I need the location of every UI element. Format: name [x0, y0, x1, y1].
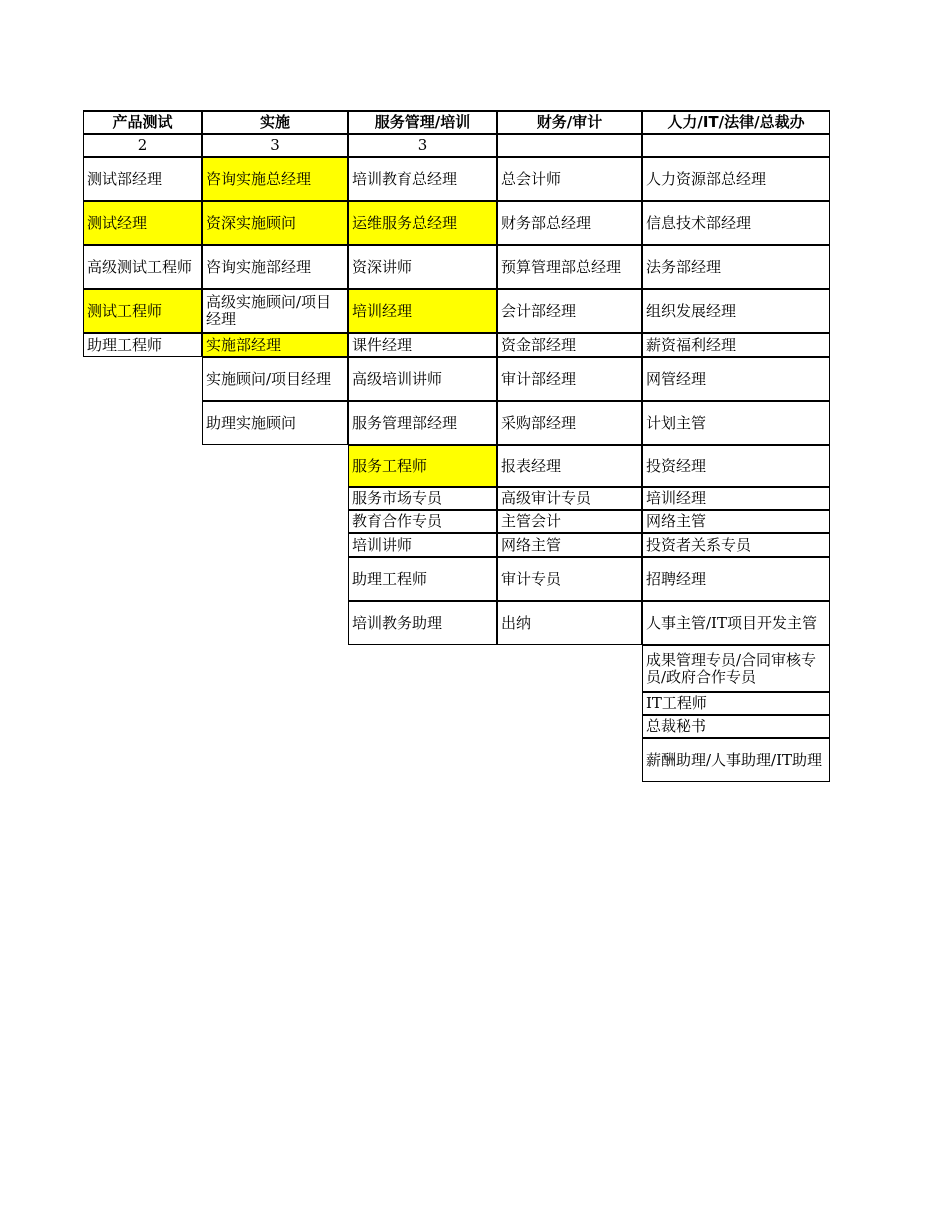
cell-text: 报表经理 — [501, 456, 562, 475]
cell-text: 投资经理 — [646, 456, 707, 475]
cell-text: 实施部经理 — [206, 335, 282, 354]
table-cell[interactable] — [202, 201, 348, 245]
table-cell[interactable] — [348, 333, 497, 357]
table-cell[interactable] — [348, 357, 497, 401]
cell-text: 审计部经理 — [501, 369, 577, 388]
cell-text: 服务管理部经理 — [352, 413, 458, 432]
cell-text: 财务/审计 — [536, 113, 603, 131]
table-cell[interactable] — [348, 445, 497, 487]
table-cell[interactable] — [202, 157, 348, 201]
table-cell[interactable] — [497, 533, 642, 557]
table-cell[interactable] — [642, 445, 830, 487]
count-cell[interactable] — [642, 134, 830, 157]
cell-text: 咨询实施总经理 — [206, 169, 312, 188]
cell-text: 资深讲师 — [352, 257, 413, 276]
cell-text: 高级审计专员 — [501, 489, 592, 507]
table-cell[interactable] — [83, 201, 202, 245]
table-cell[interactable] — [497, 601, 642, 645]
table-cell[interactable] — [348, 401, 497, 445]
table-cell[interactable] — [348, 289, 497, 333]
cell-text: 培训教育总经理 — [352, 169, 458, 188]
column-header[interactable] — [202, 110, 348, 134]
cell-text: 预算管理部总经理 — [501, 257, 622, 276]
cell-text: 成果管理专员/合同审核专员/政府合作专员 — [646, 650, 817, 686]
table-cell[interactable] — [642, 487, 830, 510]
cell-text: 实施 — [259, 113, 290, 131]
table-cell[interactable] — [83, 245, 202, 289]
table-cell[interactable] — [497, 401, 642, 445]
cell-text: 薪酬助理/人事助理/IT助理 — [646, 750, 823, 769]
table-cell[interactable] — [642, 645, 830, 692]
table-cell[interactable] — [497, 357, 642, 401]
cell-text: 高级实施顾问/项目经理 — [206, 293, 332, 328]
cell-text: 会计部经理 — [501, 301, 577, 320]
cell-text: 助理工程师 — [352, 569, 428, 588]
table-cell[interactable] — [83, 157, 202, 201]
cell-text: 运维服务总经理 — [352, 213, 458, 232]
cell-text: 培训经理 — [646, 489, 707, 507]
table-cell[interactable] — [497, 245, 642, 289]
cell-text: 服务管理/培训 — [374, 113, 471, 131]
table-cell[interactable] — [642, 333, 830, 357]
table-cell[interactable] — [642, 557, 830, 601]
table-cell[interactable] — [497, 487, 642, 510]
table-cell[interactable] — [497, 557, 642, 601]
table-cell[interactable] — [642, 357, 830, 401]
cell-text: 网络主管 — [646, 512, 707, 530]
cell-text: 咨询实施部经理 — [206, 257, 312, 276]
table-cell[interactable] — [642, 401, 830, 445]
cell-text: 助理实施顾问 — [206, 413, 297, 432]
cell-text: 服务市场专员 — [352, 489, 443, 507]
cell-text: 财务部总经理 — [501, 213, 592, 232]
table-cell[interactable] — [497, 333, 642, 357]
cell-text: 助理工程师 — [87, 335, 163, 354]
table-cell[interactable] — [202, 357, 348, 401]
table-cell[interactable] — [348, 245, 497, 289]
cell-text: 信息技术部经理 — [646, 213, 752, 232]
table-cell[interactable] — [642, 533, 830, 557]
cell-text: 人事主管/IT项目开发主管 — [646, 613, 817, 632]
table-cell[interactable] — [642, 510, 830, 533]
cell-text: 服务工程师 — [352, 456, 428, 475]
table-cell[interactable] — [642, 715, 830, 738]
count-cell[interactable] — [83, 134, 202, 157]
cell-text: 培训教务助理 — [352, 613, 443, 632]
cell-text: 3 — [417, 136, 428, 154]
table-cell[interactable] — [348, 510, 497, 533]
table-cell[interactable] — [642, 601, 830, 645]
count-cell[interactable] — [202, 134, 348, 157]
table-cell[interactable] — [348, 533, 497, 557]
cell-text: 薪资福利经理 — [646, 335, 737, 354]
cell-text: 培训讲师 — [352, 535, 413, 554]
table-cell[interactable] — [348, 157, 497, 201]
table-cell[interactable] — [642, 245, 830, 289]
table-cell[interactable] — [348, 601, 497, 645]
column-header[interactable] — [497, 110, 642, 134]
cell-text: 高级培训讲师 — [352, 369, 443, 388]
cell-text: 2 — [137, 136, 148, 154]
table-cell[interactable] — [497, 289, 642, 333]
table-cell[interactable] — [348, 201, 497, 245]
column-header[interactable] — [83, 110, 202, 134]
cell-text: 测试经理 — [87, 213, 148, 232]
cell-text: 3 — [270, 136, 280, 154]
cell-text: 招聘经理 — [646, 569, 707, 588]
table-cell[interactable] — [83, 289, 202, 333]
cell-text: 出纳 — [501, 613, 532, 632]
cell-text: 法务部经理 — [646, 257, 722, 276]
cell-text: 课件经理 — [352, 335, 413, 354]
cell-text: 总裁秘书 — [646, 717, 707, 735]
cell-text: 资金部经理 — [501, 335, 577, 354]
count-cell[interactable] — [348, 134, 497, 157]
count-cell[interactable] — [497, 134, 642, 157]
cell-text: 测试工程师 — [87, 301, 163, 320]
cell-text: 人力资源部总经理 — [646, 169, 767, 188]
table-cell[interactable] — [202, 401, 348, 445]
cell-text: 计划主管 — [646, 413, 707, 432]
cell-text: 教育合作专员 — [352, 512, 443, 530]
table-cell[interactable] — [202, 333, 348, 357]
cell-text: 高级测试工程师 — [87, 257, 193, 276]
table-cell[interactable] — [642, 157, 830, 201]
cell-text: 人力/IT/法律/总裁办 — [667, 113, 805, 131]
cell-text: 实施顾问/项目经理 — [206, 369, 332, 388]
column-header[interactable] — [348, 110, 497, 134]
cell-text: IT工程师 — [646, 694, 707, 712]
cell-text: 培训经理 — [352, 301, 413, 320]
cell-text: 资深实施顾问 — [206, 213, 297, 232]
cell-text: 网络主管 — [501, 535, 562, 554]
table-cell[interactable] — [642, 289, 830, 333]
cell-text: 投资者关系专员 — [646, 535, 752, 554]
cell-text: 总会计师 — [501, 169, 562, 188]
cell-text: 审计专员 — [501, 569, 562, 588]
table-cell[interactable] — [83, 333, 202, 357]
table-cell[interactable] — [497, 510, 642, 533]
table-cell[interactable] — [642, 692, 830, 715]
column-header[interactable] — [642, 110, 830, 134]
cell-text: 组织发展经理 — [646, 301, 737, 320]
table-cell[interactable] — [497, 157, 642, 201]
table-cell[interactable] — [497, 201, 642, 245]
cell-text: 产品测试 — [112, 113, 173, 131]
cell-text: 测试部经理 — [87, 169, 163, 188]
table-cell[interactable] — [202, 289, 348, 333]
table-cell[interactable] — [497, 445, 642, 487]
cell-text: 网管经理 — [646, 369, 707, 388]
table-cell[interactable] — [642, 201, 830, 245]
table-cell[interactable] — [348, 487, 497, 510]
table-cell[interactable] — [642, 738, 830, 782]
table-cell[interactable] — [348, 557, 497, 601]
cell-text: 采购部经理 — [501, 413, 577, 432]
cell-text: 主管会计 — [501, 512, 562, 530]
table-cell[interactable] — [202, 245, 348, 289]
